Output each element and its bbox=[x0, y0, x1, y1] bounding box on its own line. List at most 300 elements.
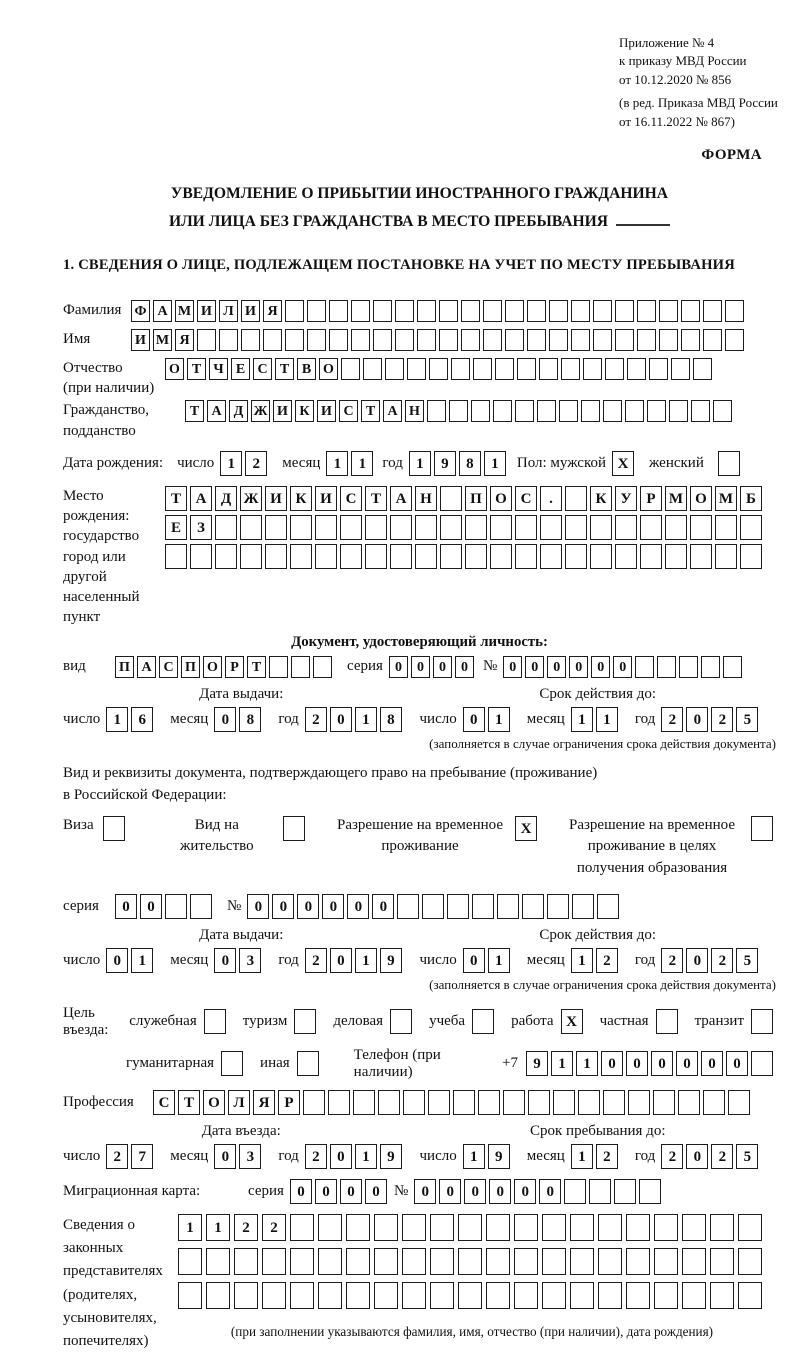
sex-female-label: женский bbox=[649, 455, 704, 472]
char-box: Я bbox=[263, 300, 282, 322]
name-boxes bbox=[131, 329, 747, 351]
char-box bbox=[635, 656, 654, 678]
issue-date-heading: Дата выдачи: bbox=[199, 685, 284, 702]
char-box bbox=[307, 329, 326, 351]
stay-year-boxes bbox=[661, 1144, 761, 1169]
char-box bbox=[590, 515, 612, 540]
char-box: 2 bbox=[661, 948, 683, 973]
char-box: 1 bbox=[355, 707, 377, 732]
char-box bbox=[751, 1051, 773, 1076]
birth-day-boxes bbox=[220, 451, 270, 476]
profession-label: Профессия bbox=[63, 1094, 134, 1111]
char-box: 0 bbox=[503, 656, 522, 678]
char-box bbox=[571, 300, 590, 322]
char-box bbox=[659, 300, 678, 322]
residence-doc-options bbox=[63, 815, 776, 880]
purpose-work: работа X bbox=[511, 1009, 586, 1034]
char-box bbox=[290, 1214, 314, 1241]
char-box bbox=[590, 544, 612, 569]
char-box bbox=[570, 1214, 594, 1241]
char-box: 0 bbox=[115, 894, 137, 919]
char-box: Д bbox=[215, 486, 237, 511]
year-label: год bbox=[382, 455, 403, 472]
field-citizenship bbox=[63, 400, 776, 441]
char-box bbox=[572, 894, 594, 919]
char-box: И bbox=[241, 300, 260, 322]
char-box: М bbox=[715, 486, 737, 511]
char-box bbox=[542, 1248, 566, 1275]
char-box bbox=[262, 1282, 286, 1309]
char-box bbox=[307, 300, 326, 322]
char-box: 0 bbox=[372, 894, 394, 919]
char-box bbox=[553, 1090, 575, 1115]
char-box: 3 bbox=[239, 1144, 261, 1169]
profession-boxes bbox=[153, 1090, 753, 1115]
char-box bbox=[723, 656, 742, 678]
char-box bbox=[240, 544, 262, 569]
purpose-other: иная bbox=[260, 1051, 322, 1076]
char-box: 0 bbox=[701, 1051, 723, 1076]
sex-male-label: Пол: мужской bbox=[516, 455, 607, 472]
char-box: О bbox=[165, 358, 184, 380]
char-box: Т bbox=[185, 400, 204, 422]
business-checkbox bbox=[390, 1009, 412, 1034]
char-box bbox=[458, 1248, 482, 1275]
char-box bbox=[570, 1282, 594, 1309]
number-label: № bbox=[227, 898, 242, 915]
char-box: М bbox=[665, 486, 687, 511]
humanitarian-checkbox bbox=[221, 1051, 243, 1076]
char-box: 5 bbox=[736, 1144, 758, 1169]
issue-date-fields bbox=[63, 948, 420, 973]
char-box bbox=[628, 1090, 650, 1115]
char-box: М bbox=[175, 300, 194, 322]
char-box bbox=[340, 515, 362, 540]
char-box: 2 bbox=[711, 948, 733, 973]
char-box: 2 bbox=[661, 1144, 683, 1169]
char-box: 0 bbox=[247, 894, 269, 919]
char-box bbox=[219, 329, 238, 351]
char-box bbox=[402, 1214, 426, 1241]
char-box bbox=[514, 1248, 538, 1275]
char-box bbox=[215, 515, 237, 540]
char-box: 0 bbox=[214, 707, 236, 732]
validity-date-block bbox=[420, 927, 777, 973]
char-box: 0 bbox=[272, 894, 294, 919]
month-label: месяц bbox=[170, 710, 209, 727]
char-box bbox=[240, 515, 262, 540]
char-box bbox=[690, 544, 712, 569]
char-box: 2 bbox=[245, 451, 267, 476]
char-box: 0 bbox=[290, 1179, 312, 1204]
validity-month-boxes bbox=[571, 707, 621, 732]
char-box bbox=[483, 300, 502, 322]
char-box: 6 bbox=[131, 707, 153, 732]
char-box bbox=[625, 400, 644, 422]
char-box: Л bbox=[228, 1090, 250, 1115]
purpose-transit: транзит bbox=[695, 1009, 776, 1034]
birth-month-boxes bbox=[326, 451, 376, 476]
char-box bbox=[593, 300, 612, 322]
char-box: 0 bbox=[322, 894, 344, 919]
migration-number-boxes bbox=[414, 1179, 664, 1204]
char-box: Т bbox=[361, 400, 380, 422]
char-box bbox=[262, 1248, 286, 1275]
temp-residence-checkbox: X bbox=[515, 816, 537, 841]
char-box bbox=[540, 515, 562, 540]
birth-place-label: Место рождения: государство город или другой населенный пункт bbox=[63, 487, 140, 626]
char-box bbox=[565, 515, 587, 540]
char-box: С bbox=[253, 358, 272, 380]
char-box bbox=[669, 400, 688, 422]
private-checkbox bbox=[656, 1009, 678, 1034]
char-box bbox=[234, 1282, 258, 1309]
char-box bbox=[429, 358, 448, 380]
char-box bbox=[514, 1214, 538, 1241]
series-label: серия bbox=[248, 1183, 284, 1200]
char-box bbox=[540, 544, 562, 569]
char-box: 8 bbox=[380, 707, 402, 732]
char-box bbox=[515, 515, 537, 540]
validity-note: (заполняется в случае ограничения срока действия документа) bbox=[429, 976, 776, 992]
char-box: 0 bbox=[365, 1179, 387, 1204]
char-box: Д bbox=[229, 400, 248, 422]
char-box bbox=[318, 1248, 342, 1275]
day-label: число bbox=[63, 951, 101, 968]
char-box: 2 bbox=[596, 1144, 618, 1169]
temp-residence-education-checkbox bbox=[751, 816, 773, 841]
purpose-business: деловая bbox=[333, 1009, 415, 1034]
char-box bbox=[440, 544, 462, 569]
issue-month-boxes bbox=[214, 707, 264, 732]
char-box bbox=[415, 515, 437, 540]
char-box: А bbox=[207, 400, 226, 422]
validity-year-boxes bbox=[661, 948, 761, 973]
char-box bbox=[654, 1282, 678, 1309]
validity-heading: Срок действия до: bbox=[539, 685, 657, 702]
char-box bbox=[478, 1090, 500, 1115]
char-box: 1 bbox=[206, 1214, 230, 1241]
month-label: месяц bbox=[526, 1147, 565, 1164]
tourism-checkbox bbox=[294, 1009, 316, 1034]
char-box: 9 bbox=[434, 451, 456, 476]
char-box: А bbox=[383, 400, 402, 422]
char-box bbox=[403, 1090, 425, 1115]
char-box: 0 bbox=[676, 1051, 698, 1076]
ref-line: от 10.12.2020 № 856 bbox=[619, 71, 732, 87]
char-box bbox=[627, 358, 646, 380]
char-box: 8 bbox=[459, 451, 481, 476]
char-box: 2 bbox=[262, 1214, 286, 1241]
identity-doc-dates bbox=[63, 686, 776, 732]
char-box bbox=[165, 894, 187, 919]
residence-doc-intro bbox=[63, 762, 776, 807]
char-box: 3 bbox=[239, 948, 261, 973]
sex-male-checkbox: X bbox=[612, 451, 634, 476]
char-box bbox=[614, 1179, 636, 1204]
char-box bbox=[417, 329, 436, 351]
char-box: 0 bbox=[414, 1179, 436, 1204]
purpose-humanitarian: гуманитарная bbox=[126, 1051, 246, 1076]
char-box bbox=[671, 358, 690, 380]
char-box bbox=[346, 1214, 370, 1241]
year-label: год bbox=[634, 710, 656, 727]
char-box: И bbox=[197, 300, 216, 322]
char-box: Т bbox=[365, 486, 387, 511]
char-box bbox=[649, 358, 668, 380]
char-box bbox=[647, 400, 666, 422]
char-box: Н bbox=[415, 486, 437, 511]
char-box: И bbox=[265, 486, 287, 511]
char-box bbox=[626, 1248, 650, 1275]
char-box: 0 bbox=[651, 1051, 673, 1076]
char-box: Т bbox=[165, 486, 187, 511]
surname-label: Фамилия bbox=[63, 301, 122, 318]
work-checkbox: X bbox=[561, 1009, 583, 1034]
char-box: . bbox=[540, 486, 562, 511]
char-box: О bbox=[690, 486, 712, 511]
month-label: месяц bbox=[526, 951, 565, 968]
char-box bbox=[490, 515, 512, 540]
purpose-tourism: туризм bbox=[243, 1009, 320, 1034]
char-box bbox=[422, 894, 444, 919]
char-box bbox=[626, 1214, 650, 1241]
identity-doc-heading: Документ, удостоверяющий личность: bbox=[291, 633, 548, 650]
char-box bbox=[654, 1214, 678, 1241]
char-box bbox=[269, 656, 288, 678]
char-box bbox=[517, 358, 536, 380]
char-box bbox=[637, 300, 656, 322]
char-box bbox=[653, 1090, 675, 1115]
char-box: 0 bbox=[613, 656, 632, 678]
char-box bbox=[597, 894, 619, 919]
char-box: Р bbox=[278, 1090, 300, 1115]
char-box bbox=[471, 400, 490, 422]
char-box bbox=[593, 329, 612, 351]
residence-doc-series-row bbox=[63, 894, 776, 919]
char-box bbox=[615, 515, 637, 540]
surname-boxes bbox=[131, 300, 747, 322]
char-box: 1 bbox=[571, 1144, 593, 1169]
representatives-row3 bbox=[178, 1282, 766, 1309]
char-box: О bbox=[319, 358, 338, 380]
number-label: № bbox=[482, 658, 498, 675]
issue-day-boxes bbox=[106, 948, 156, 973]
patronymic-label: Отчество (при наличии) bbox=[63, 359, 155, 397]
char-box: Т bbox=[247, 656, 266, 678]
sex-female-checkbox bbox=[718, 451, 740, 476]
char-box bbox=[303, 1090, 325, 1115]
transit-checkbox bbox=[751, 1009, 773, 1034]
char-box: 0 bbox=[525, 656, 544, 678]
char-box: 0 bbox=[569, 656, 588, 678]
char-box bbox=[390, 515, 412, 540]
official-checkbox bbox=[204, 1009, 226, 1034]
char-box bbox=[565, 544, 587, 569]
char-box bbox=[465, 515, 487, 540]
entry-month-boxes bbox=[214, 1144, 264, 1169]
month-label: месяц bbox=[170, 951, 209, 968]
day-label: число bbox=[419, 710, 457, 727]
char-box: 7 bbox=[131, 1144, 153, 1169]
char-box: 2 bbox=[711, 1144, 733, 1169]
char-box bbox=[447, 894, 469, 919]
ref-line: от 16.11.2022 № 867) bbox=[619, 113, 736, 129]
entry-day-boxes bbox=[106, 1144, 156, 1169]
char-box bbox=[740, 515, 762, 540]
issue-date-block bbox=[63, 927, 420, 973]
char-box bbox=[703, 300, 722, 322]
char-box bbox=[197, 329, 216, 351]
validity-month-boxes bbox=[571, 948, 621, 973]
char-box bbox=[374, 1214, 398, 1241]
char-box bbox=[486, 1282, 510, 1309]
purpose-official: служебная bbox=[129, 1009, 229, 1034]
char-box bbox=[583, 358, 602, 380]
char-box: К bbox=[295, 400, 314, 422]
char-box bbox=[549, 300, 568, 322]
char-box bbox=[318, 1282, 342, 1309]
validity-note: (заполняется в случае ограничения срока действия документа) bbox=[429, 735, 776, 751]
char-box bbox=[465, 544, 487, 569]
char-box bbox=[178, 1248, 202, 1275]
char-box bbox=[549, 329, 568, 351]
char-box: 1 bbox=[326, 451, 348, 476]
representatives-row2 bbox=[178, 1248, 766, 1275]
char-box: 0 bbox=[214, 1144, 236, 1169]
year-label: год bbox=[634, 951, 656, 968]
char-box: 0 bbox=[330, 948, 352, 973]
representatives-block bbox=[63, 1214, 776, 1353]
char-box: 1 bbox=[463, 1144, 485, 1169]
char-box: С bbox=[339, 400, 358, 422]
purpose-private: частная bbox=[600, 1009, 681, 1034]
validity-fields bbox=[420, 948, 777, 973]
char-box: Р bbox=[225, 656, 244, 678]
char-box bbox=[374, 1282, 398, 1309]
char-box: 0 bbox=[106, 948, 128, 973]
field-birth-place bbox=[63, 486, 776, 628]
char-box: Ж bbox=[251, 400, 270, 422]
char-box bbox=[598, 1282, 622, 1309]
char-box: И bbox=[131, 329, 150, 351]
issue-date-heading: Дата выдачи: bbox=[199, 926, 284, 943]
migration-series-boxes bbox=[290, 1179, 390, 1204]
char-box: 9 bbox=[526, 1051, 548, 1076]
char-box: 2 bbox=[305, 948, 327, 973]
char-box bbox=[417, 300, 436, 322]
char-box: 0 bbox=[463, 948, 485, 973]
char-box: 0 bbox=[340, 1179, 362, 1204]
char-box bbox=[346, 1248, 370, 1275]
char-box bbox=[206, 1248, 230, 1275]
entry-date-fields bbox=[63, 1144, 420, 1169]
char-box: К bbox=[290, 486, 312, 511]
stay-month-boxes bbox=[571, 1144, 621, 1169]
title-blank-underline bbox=[616, 210, 670, 226]
validity-heading: Срок действия до: bbox=[539, 926, 657, 943]
char-box: 1 bbox=[409, 451, 431, 476]
validity-year-boxes bbox=[661, 707, 761, 732]
char-box: 9 bbox=[380, 1144, 402, 1169]
char-box bbox=[340, 544, 362, 569]
char-box: 0 bbox=[726, 1051, 748, 1076]
char-box bbox=[725, 300, 744, 322]
char-box: Е bbox=[165, 515, 187, 540]
char-box bbox=[390, 544, 412, 569]
char-box bbox=[682, 1214, 706, 1241]
birth-year-boxes bbox=[409, 451, 509, 476]
char-box bbox=[713, 400, 732, 422]
char-box: С bbox=[340, 486, 362, 511]
char-box: 1 bbox=[576, 1051, 598, 1076]
visa-checkbox bbox=[103, 816, 125, 841]
char-box: 1 bbox=[106, 707, 128, 732]
entry-purpose-row2 bbox=[63, 1047, 776, 1081]
char-box bbox=[458, 1214, 482, 1241]
char-box bbox=[285, 329, 304, 351]
char-box bbox=[497, 894, 519, 919]
doc-number-boxes bbox=[503, 656, 745, 678]
phone-label: Телефон (при наличии) bbox=[353, 1046, 441, 1080]
form-word: ФОРМА bbox=[701, 147, 762, 164]
char-box bbox=[440, 515, 462, 540]
form-title-line2: ИЛИ ЛИЦА БЕЗ ГРАЖДАНСТВА В МЕСТО ПРЕБЫВАНИЯ bbox=[63, 208, 776, 235]
char-box: 0 bbox=[389, 656, 408, 678]
char-box: 0 bbox=[347, 894, 369, 919]
phone-prefix: +7 bbox=[502, 1055, 518, 1072]
char-box bbox=[615, 300, 634, 322]
char-box: Я bbox=[253, 1090, 275, 1115]
char-box bbox=[503, 1090, 525, 1115]
char-box: 9 bbox=[380, 948, 402, 973]
char-box bbox=[472, 894, 494, 919]
char-box: 0 bbox=[463, 707, 485, 732]
char-box: П bbox=[465, 486, 487, 511]
issue-day-boxes bbox=[106, 707, 156, 732]
stay-day-boxes bbox=[463, 1144, 513, 1169]
validity-day-boxes bbox=[463, 707, 513, 732]
char-box bbox=[703, 1090, 725, 1115]
char-box: 0 bbox=[330, 1144, 352, 1169]
field-profession bbox=[63, 1090, 776, 1115]
char-box bbox=[290, 1282, 314, 1309]
char-box: 0 bbox=[439, 1179, 461, 1204]
char-box: 1 bbox=[355, 948, 377, 973]
residence-intro-line2: в Российской Федерации: bbox=[63, 787, 227, 804]
char-box: З bbox=[190, 515, 212, 540]
validity-day-boxes bbox=[463, 948, 513, 973]
char-box bbox=[505, 329, 524, 351]
char-box bbox=[453, 1090, 475, 1115]
char-box bbox=[527, 300, 546, 322]
char-box: 1 bbox=[488, 948, 510, 973]
char-box bbox=[659, 329, 678, 351]
field-birth-date bbox=[63, 451, 776, 476]
validity-date-block bbox=[420, 686, 777, 732]
char-box bbox=[285, 300, 304, 322]
issue-date-fields bbox=[63, 707, 420, 732]
char-box bbox=[395, 300, 414, 322]
month-label: месяц bbox=[526, 710, 565, 727]
doc-series-boxes bbox=[389, 656, 477, 678]
char-box bbox=[290, 515, 312, 540]
char-box bbox=[329, 300, 348, 322]
char-box bbox=[682, 1282, 706, 1309]
char-box bbox=[373, 329, 392, 351]
char-box bbox=[681, 300, 700, 322]
char-box bbox=[738, 1214, 762, 1241]
